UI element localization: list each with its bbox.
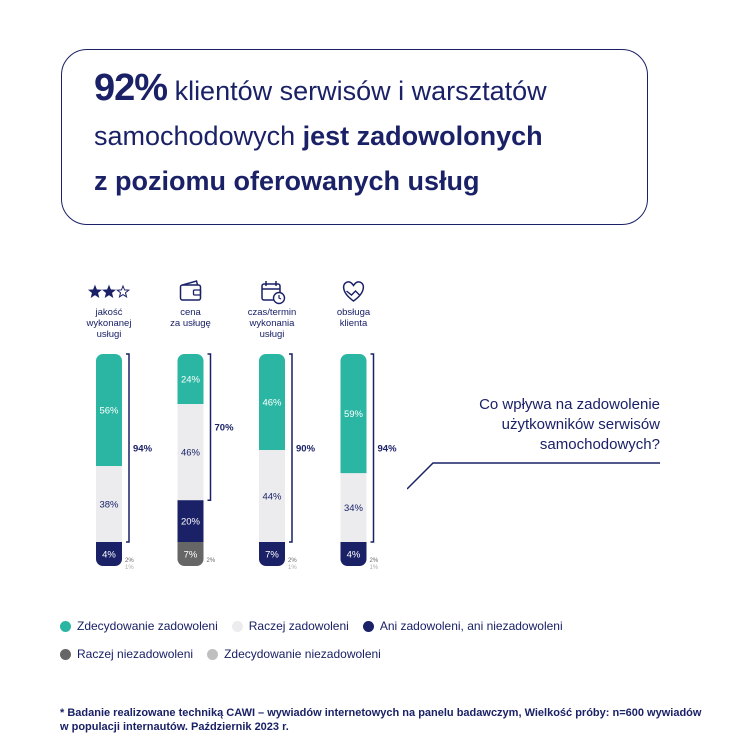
category-label: usługi bbox=[96, 329, 122, 340]
legend-swatch bbox=[232, 621, 243, 632]
data-label: 24% bbox=[180, 374, 201, 386]
data-label: 56% bbox=[99, 405, 119, 417]
question-line2: użytkowników serwisów bbox=[501, 416, 660, 433]
side-label: 1% bbox=[125, 565, 134, 571]
bracket-total: 90% bbox=[296, 443, 316, 455]
data-label: 4% bbox=[102, 549, 116, 561]
data-label: 20% bbox=[180, 516, 201, 528]
headline-part2: samochodowych bbox=[94, 121, 303, 151]
question-underline bbox=[407, 455, 660, 495]
legend-label: Ani zadowoleni, ani niezadowoleni bbox=[379, 619, 563, 633]
legend-item bbox=[207, 647, 381, 661]
legend-item bbox=[363, 619, 563, 633]
wallet-icon bbox=[181, 281, 201, 300]
legend-swatch bbox=[207, 649, 218, 660]
footnote bbox=[60, 706, 710, 734]
data-label: 7% bbox=[265, 549, 279, 561]
wallet-clasp bbox=[194, 290, 201, 295]
legend-swatch bbox=[60, 621, 71, 632]
headline-bold2: z poziomu oferowanych usług bbox=[94, 166, 480, 196]
question-text bbox=[407, 395, 660, 455]
star-shape bbox=[89, 286, 100, 297]
category-label: wykonania bbox=[249, 318, 295, 329]
bracket-line bbox=[289, 354, 292, 542]
legend-row-2 bbox=[60, 647, 395, 661]
handshake-heart-icon bbox=[344, 282, 364, 301]
category-label: wykonanej bbox=[86, 318, 132, 329]
stars-icon bbox=[89, 286, 128, 297]
bracket-total: 70% bbox=[214, 422, 234, 434]
data-label: 34% bbox=[343, 503, 364, 515]
bracket-line bbox=[208, 354, 211, 500]
wallet-body bbox=[181, 285, 201, 300]
category-label: klienta bbox=[339, 318, 368, 329]
side-label: 1% bbox=[369, 565, 379, 571]
question-line3: samochodowych? bbox=[539, 436, 660, 453]
side-label: 2% bbox=[125, 558, 134, 564]
side-label: 1% bbox=[288, 565, 297, 571]
category-label: obsługa bbox=[336, 307, 371, 318]
bracket-line bbox=[371, 354, 374, 542]
headline-part1: klientów serwisów i warsztatów bbox=[167, 76, 547, 106]
bar-4 bbox=[341, 354, 367, 566]
legend-swatch bbox=[363, 621, 374, 632]
category-label: cena bbox=[180, 307, 201, 318]
handshake-lines bbox=[347, 291, 360, 295]
bracket-line bbox=[126, 354, 129, 542]
side-label: 2% bbox=[369, 558, 379, 564]
footnote-line2: w populacji internautów. Październik 2023 r. bbox=[60, 721, 289, 733]
legend-label: Raczej niezadowoleni bbox=[77, 647, 194, 661]
question-line1: Co wpływa na zadowolenie bbox=[479, 396, 660, 413]
side-label: 2% bbox=[206, 558, 216, 564]
data-label: 38% bbox=[99, 499, 119, 511]
star-shape bbox=[117, 286, 128, 297]
bracket-total: 94% bbox=[377, 443, 397, 455]
footnote-line1: * Badanie realizowane techniką CAWI – wywiadów internetowych na panelu badawczym, Wielkość próby: n=600 wywiadów bbox=[60, 707, 702, 719]
headline-percent: 92% bbox=[94, 67, 168, 109]
bar-3 bbox=[259, 354, 285, 566]
legend-row-1 bbox=[60, 619, 577, 633]
data-label: 44% bbox=[262, 491, 282, 503]
data-label: 46% bbox=[180, 447, 201, 459]
side-label: 2% bbox=[288, 558, 297, 564]
legend-label: Zdecydowanie zadowoleni bbox=[77, 619, 218, 633]
headline bbox=[94, 66, 634, 204]
legend-swatch bbox=[60, 649, 71, 660]
legend-item bbox=[60, 647, 193, 661]
data-label: 59% bbox=[343, 409, 364, 421]
category-label: jakość bbox=[95, 307, 123, 318]
headline-bold1: jest zadowolonych bbox=[302, 121, 543, 151]
bar-2 bbox=[178, 354, 204, 566]
bar-1 bbox=[96, 354, 122, 566]
legend-item bbox=[60, 619, 218, 633]
category-label: czas/termin bbox=[247, 307, 297, 318]
stacked-bar-chart bbox=[0, 270, 400, 580]
category-label: usługi bbox=[259, 329, 285, 340]
data-label: 4% bbox=[346, 549, 361, 561]
bracket-total: 94% bbox=[133, 443, 153, 455]
legend-item bbox=[232, 619, 349, 633]
question-callout bbox=[407, 395, 660, 495]
legend-label: Raczej zadowoleni bbox=[248, 619, 349, 633]
category-label: za usługę bbox=[170, 318, 211, 329]
calendar-clock-icon bbox=[262, 281, 285, 304]
data-label: 46% bbox=[262, 397, 282, 409]
data-label: 7% bbox=[183, 549, 198, 561]
legend-label: Zdecydowanie niezadowoleni bbox=[224, 647, 381, 661]
star-shape bbox=[103, 286, 114, 297]
